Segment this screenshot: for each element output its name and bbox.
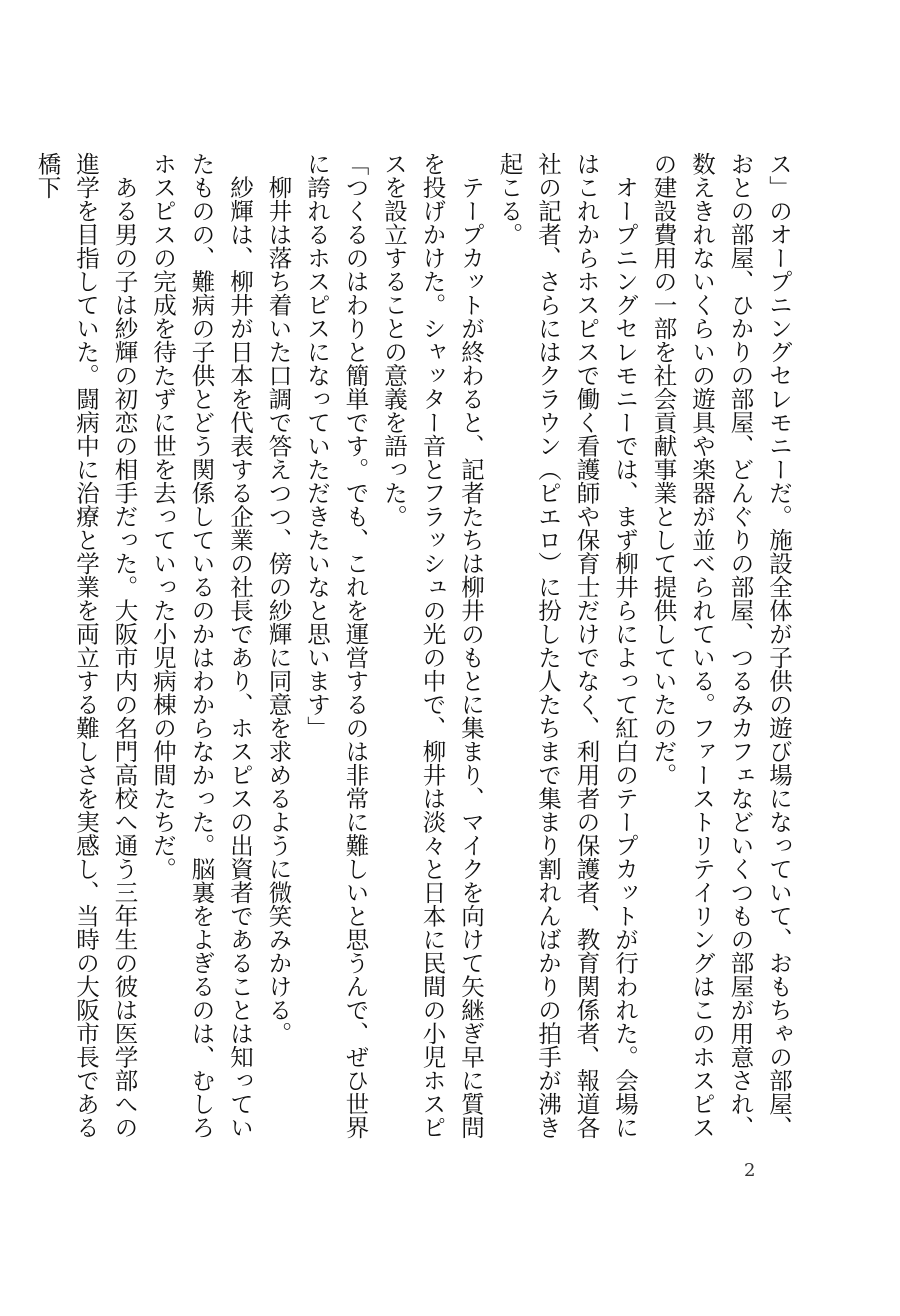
page-number: 2 bbox=[744, 1160, 756, 1181]
paragraph-5: 柳井は落ち着いた口調で答えつつ、傍の紗輝に同意を求めるように微笑みかける。 bbox=[264, 152, 293, 1045]
paragraph-6: 紗輝は、柳井が日本を代表する企業の社長であり、ホスピスの出資者であることは知っていたものの、難病の子供とどう関係しているのかはわからなかった。脳裏をよぎるのは、むしろホスピスの完成を待たずに世を去っていった小児病棟の仲間たちだ。 bbox=[149, 152, 254, 1139]
paragraph-1: ス」のオープニングセレモニーだ。施設全体が子供の遊び場になっていて、おもちゃの部屋、おとの部屋、ひかりの部屋、どんぐりの部屋、つるみカフェなどいくつもの部屋が用意され、数えきれないくらいの遊具や楽器が並べられている。ファーストリテイリングはこのホスピスの建設費用の一部を社会貢献事業として提供していたのだ。 bbox=[649, 152, 793, 1139]
paragraph-3: テープカットが終わると、記者たちは柳井のもとに集まり、マイクを向けて矢継ぎ早に質問を投げかけた。シャッター音とフラッシュの光の中で、柳井は淡々と日本に民間の小児ホスピスを設立することの意義を語った。 bbox=[380, 152, 485, 1139]
vertical-text-body bbox=[28, 152, 798, 1154]
paragraph-2: オープニングセレモニーでは、まず柳井らによって紅白のテープカットが行われた。会場にはこれからホスピスで働く看護師や保育士だけでなく、利用者の保護者、教育関係者、報道各社の記者、さらにはクラウン（ピエロ）に扮した人たちまで集まり割れんばかりの拍手が沸き起こる。 bbox=[495, 152, 639, 1139]
paragraph-4: 「つくるのはわりと簡単です。でも、これを運営するのは非常に難しいと思うんで、ぜひ世界に誇れるホスピスになっていただきたいなと思います」 bbox=[303, 152, 370, 1139]
paragraph-7: ある男の子は紗輝の初恋の相手だった。大阪市内の名門高校へ通う三年生の彼は医学部への進学を目指していた。闘病中に治療と学業を両立する難しさを実感し、当時の大阪市長である橋下 bbox=[33, 152, 139, 1139]
